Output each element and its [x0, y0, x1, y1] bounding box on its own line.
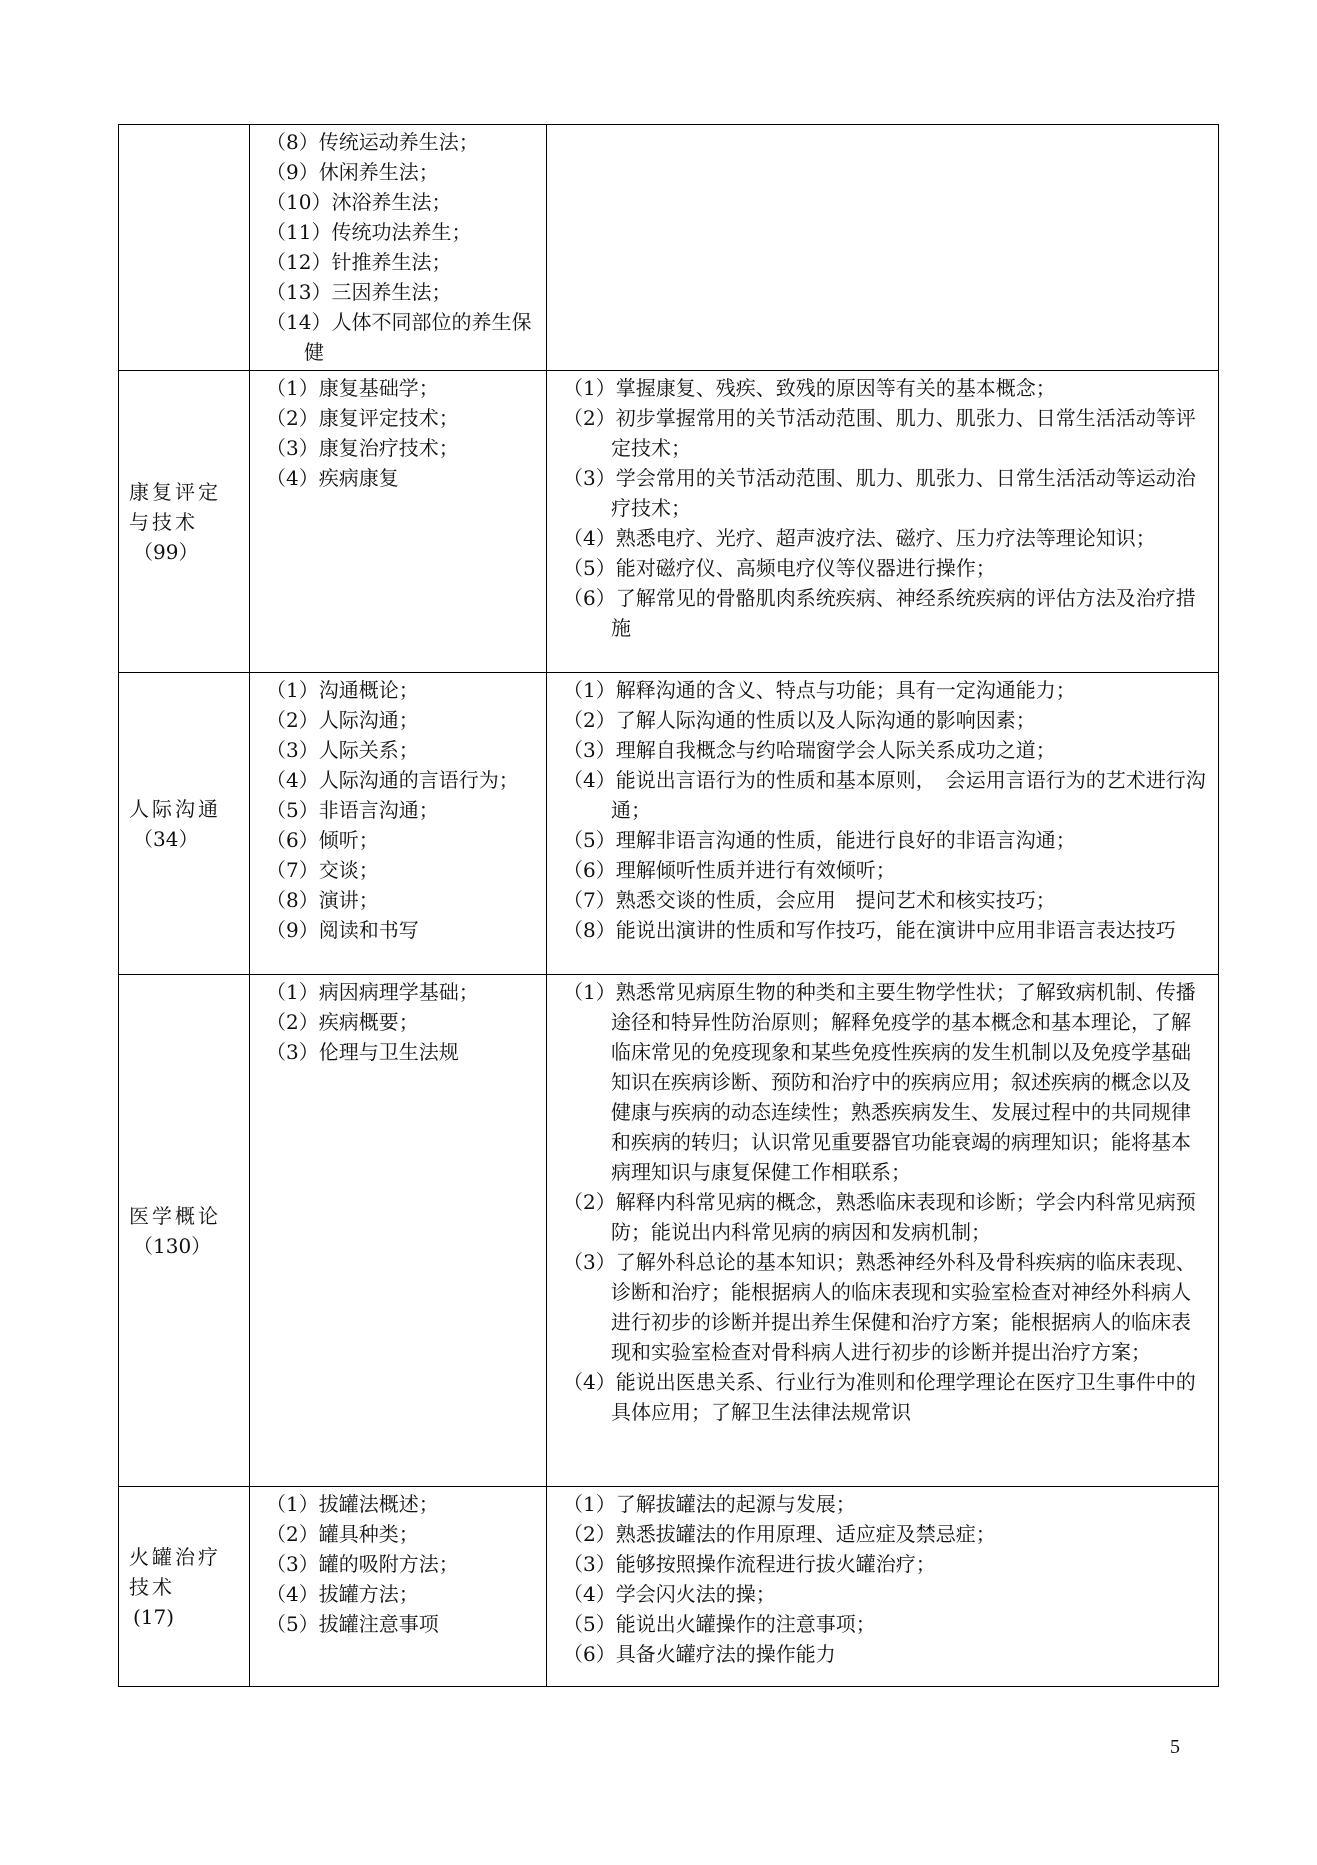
course-title: [119, 1201, 249, 1261]
objective-item: （4）学会闪火法的操；: [563, 1582, 776, 1606]
content-item: （1）拔罐法概述；: [266, 1492, 439, 1516]
content-item: （2）人际沟通；: [266, 708, 419, 732]
objective-item: （3）能够按照操作流程进行拔火罐治疗；: [563, 1552, 936, 1576]
objective-item: （1）熟悉常见病原生物的种类和主要生物学性状；了解致病机制、传播途径和特异性防治原则；解释免疫学的基本概念和基本理论，了解临床常见的免疫现象和某些免疫性疾病的发生机制以及免疫学基础知识在疾病诊断、预防和治疗中的疾病应用；叙述疾病的概念以及健康与疾病的动态连续性；熟悉疾病发生、发展过程中的共同规律和疾病的转归；认识常见重要器官功能衰竭的病理知识；能将基本病理知识与康复保健工作相联系；: [563, 980, 1196, 1184]
content-item: （13）三因养生法；: [266, 280, 452, 304]
content-item: （1）沟通概论；: [266, 678, 419, 702]
content-item: （3）伦理与卫生法规: [266, 1040, 459, 1064]
content-item: （12）针推养生法；: [266, 250, 452, 274]
objective-item: （2）熟悉拔罐法的作用原理、适应症及禁忌症；: [563, 1522, 996, 1546]
objective-item: （3）学会常用的关节活动范围、肌力、肌张力、日常生活活动等运动治疗技术；: [563, 466, 1196, 520]
objective-item: （1）解释沟通的含义、特点与功能；具有一定沟通能力；: [563, 678, 1076, 702]
content-item: （8）演讲；: [266, 888, 379, 912]
content-cell: [250, 371, 547, 673]
content-item: （4）人际沟通的言语行为；: [266, 768, 519, 792]
objective-item: （4）熟悉电疗、光疗、超声波疗法、磁疗、压力疗法等理论知识；: [563, 526, 1156, 550]
course-name: 医学概论: [129, 1203, 221, 1228]
content-list: [250, 125, 546, 369]
content-item: （4）疾病康复: [266, 466, 399, 490]
content-item: （3）罐的吸附方法；: [266, 1552, 459, 1576]
course-cell: [119, 125, 250, 371]
content-item: （3）人际关系；: [266, 738, 419, 762]
content-item: （7）交谈；: [266, 858, 379, 882]
objective-item: （6）具备火罐疗法的操作能力: [563, 1642, 836, 1666]
content-item: （9）休闲养生法；: [266, 160, 439, 184]
course-title: [119, 1542, 249, 1632]
course-row: [119, 1487, 1219, 1687]
content-cell: [250, 125, 547, 371]
course-cell: [119, 673, 250, 975]
objective-item: （2）初步掌握常用的关节活动范围、肌力、肌张力、日常生活活动等评定技术；: [563, 406, 1196, 460]
course-name: 火罐治疗技术: [129, 1544, 221, 1599]
content-item: （3）康复治疗技术；: [266, 436, 459, 460]
objective-cell: [547, 673, 1219, 975]
course-name: 康复评定与技术: [129, 479, 221, 534]
content-cell: [250, 673, 547, 975]
content-item: （2）康复评定技术；: [266, 406, 459, 430]
objective-item: （6）理解倾听性质并进行有效倾听；: [563, 858, 896, 882]
course-cell: [119, 371, 250, 673]
objective-item: （1）掌握康复、残疾、致残的原因等有关的基本概念；: [563, 376, 1056, 400]
course-hours: （130）: [133, 1233, 212, 1258]
objective-list: [547, 673, 1218, 947]
course-cell: [119, 1487, 250, 1687]
course-row: [119, 673, 1219, 975]
objective-item: （2）了解人际沟通的性质以及人际沟通的影响因素；: [563, 708, 1036, 732]
objective-item: （1）了解拔罐法的起源与发展；: [563, 1492, 856, 1516]
objective-list: [547, 975, 1218, 1429]
content-item: （11）传统功法养生；: [266, 220, 472, 244]
content-item: （4）拔罐方法；: [266, 1582, 419, 1606]
content-item: （5）拔罐注意事项: [266, 1612, 439, 1636]
content-item: （2）疾病概要；: [266, 1010, 419, 1034]
course-title: [119, 794, 249, 854]
objective-list: [547, 1487, 1218, 1671]
content-list: [250, 673, 546, 947]
course-table: [118, 124, 1219, 1687]
objective-list: [547, 125, 1218, 129]
content-item: （5）非语言沟通；: [266, 798, 439, 822]
objective-item: （2）解释内科常见病的概念，熟悉临床表现和诊断；学会内科常见病预防；能说出内科常见病的病因和发病机制；: [563, 1190, 1196, 1244]
content-cell: [250, 975, 547, 1487]
content-item: （1）康复基础学；: [266, 376, 439, 400]
course-name: 人际沟通: [129, 796, 221, 821]
content-list: [250, 371, 546, 495]
course-hours: (17): [133, 1604, 175, 1629]
course-table-body: [119, 125, 1219, 1687]
objective-item: （4）能说出医患关系、行业行为准则和伦理学理论在医疗卫生事件中的具体应用；了解卫生法律法规常识: [563, 1370, 1196, 1424]
objective-item: （3）了解外科总论的基本知识；熟悉神经外科及骨科疾病的临床表现、诊断和治疗；能根据病人的临床表现和实验室检查对神经外科病人进行初步的诊断并提出养生保健和治疗方案；能根据病人的临床表现和实验室检查对骨科病人进行初步的诊断并提出治疗方案；: [563, 1250, 1196, 1364]
objective-item: （5）理解非语言沟通的性质，能进行良好的非语言沟通；: [563, 828, 1076, 852]
content-item: （14）人体不同部位的养生保健: [266, 310, 532, 364]
content-list: [250, 975, 546, 1069]
objective-cell: [547, 975, 1219, 1487]
content-item: （10）沐浴养生法；: [266, 190, 452, 214]
content-cell: [250, 1487, 547, 1687]
objective-cell: [547, 125, 1219, 371]
page-number: 5: [1170, 1736, 1180, 1758]
objective-item: （5）能说出火罐操作的注意事项；: [563, 1612, 876, 1636]
objective-item: （4）能说出言语行为的性质和基本原则， 会运用言语行为的艺术进行沟通；: [563, 768, 1206, 822]
content-item: （6）倾听；: [266, 828, 379, 852]
content-list: [250, 1487, 546, 1641]
objective-cell: [547, 1487, 1219, 1687]
objective-item: （7）熟悉交谈的性质，会应用 提问艺术和核实技巧；: [563, 888, 1056, 912]
course-row: [119, 371, 1219, 673]
course-title: [119, 477, 249, 567]
course-hours: （99）: [133, 539, 199, 564]
course-row: [119, 975, 1219, 1487]
course-cell: [119, 975, 250, 1487]
objective-item: （6）了解常见的骨骼肌肉系统疾病、神经系统疾病的评估方法及治疗措施: [563, 586, 1196, 640]
objective-item: （3）理解自我概念与约哈瑞窗学会人际关系成功之道；: [563, 738, 1056, 762]
objective-item: （5）能对磁疗仪、高频电疗仪等仪器进行操作；: [563, 556, 996, 580]
course-row: [119, 125, 1219, 371]
objective-cell: [547, 371, 1219, 673]
content-item: （9）阅读和书写: [266, 918, 419, 942]
content-item: （8）传统运动养生法；: [266, 130, 479, 154]
objective-item: （8）能说出演讲的性质和写作技巧，能在演讲中应用非语言表达技巧: [563, 918, 1176, 942]
content-item: （1）病因病理学基础；: [266, 980, 479, 1004]
content-item: （2）罐具种类；: [266, 1522, 419, 1546]
course-hours: （34）: [133, 826, 199, 851]
objective-list: [547, 371, 1218, 645]
